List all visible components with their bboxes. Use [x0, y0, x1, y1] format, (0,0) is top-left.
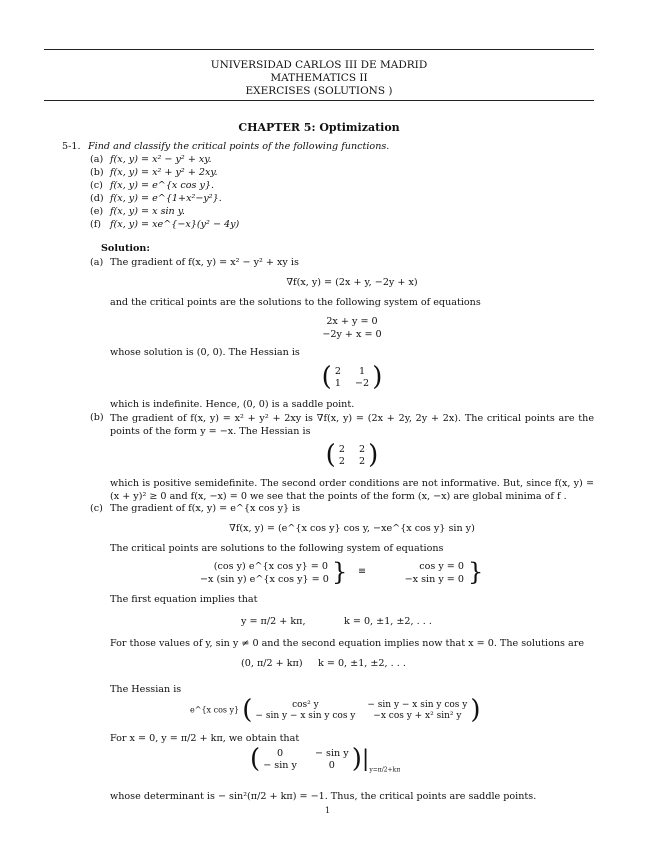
solution-c-y-value: y = π/2 + kπ, [241, 616, 306, 627]
solution-c-gradient: ∇f(x, y) = (e^{x cos y} cos y, −xe^{x cos y} sin y) [229, 523, 475, 534]
solution-c-solutions: (0, π/2 + kπ) [241, 658, 303, 669]
solution-a-hessian-matrix: ( 2 1 1 −2 ) [321, 362, 383, 392]
solution-c-k-values2: k = 0, ±1, ±2, . . . [318, 658, 406, 669]
solution-c-first-eq: The first equation implies that [110, 594, 258, 605]
exercise-prompt: Find and classify the critical points of the following functions. [88, 141, 390, 152]
solution-b-hessian-matrix: ( 2 2 2 2 ) [325, 440, 379, 470]
document-type: EXERCISES (SOLUTIONS ) [245, 85, 393, 97]
solution-a-eq1: 2x + y = 0 [326, 316, 378, 327]
solution-c-hessian-intro: The Hessian is [110, 684, 182, 695]
matrix-entry: −2 [354, 377, 370, 389]
system-brace-right: } [468, 558, 484, 586]
item-text-c: f(x, y) = e^{x cos y}. [110, 180, 215, 191]
item-label-f: (f) [90, 219, 102, 230]
solution-c-k-values: k = 0, ±1, ±2, . . . [344, 616, 432, 627]
system-right-eq1: cos y = 0 [419, 561, 464, 572]
matrix-entry: 2 [334, 365, 341, 377]
item-text-a: f(x, y) = x² − y² + xy. [110, 154, 212, 165]
solution-label-c: (c) [90, 503, 103, 514]
matrix-entry: 2 [338, 443, 345, 455]
system-left-eq1: (cos y) e^{x cos y} = 0 [213, 561, 328, 572]
solution-heading: Solution: [101, 243, 150, 254]
system-right-eq2: −x sin y = 0 [404, 574, 464, 585]
matrix-entry: 0 [277, 747, 284, 759]
item-label-c: (c) [90, 180, 103, 191]
solution-a-gradient: ∇f(x, y) = (2x + y, −2y + x) [286, 277, 418, 288]
exercise-number: 5-1. [62, 141, 81, 152]
solution-a-hessian-intro: whose solution is (0, 0). The Hessian is [110, 347, 300, 358]
solution-label-a: (a) [90, 257, 104, 268]
page-number: 1 [324, 806, 331, 815]
solution-b-text: The gradient of f(x, y) = x² + y² + 2xy is ∇f(x, y) = (2x + 2y, 2y + 2x). The critical points are the points of the form y = −x. The Hessian is [110, 413, 594, 437]
solution-b-conclusion: which is positive semidefinite. The second order conditions are not informative. But, since f(x, y) = (x + y)² ≥ 0 and f(x, −x) = 0 we see that the points of the form (x, −x) are global minima of f . [110, 478, 594, 502]
item-text-b: f(x, y) = x² + y² + 2xy. [110, 167, 218, 178]
solution-c-conclusion: whose determinant is − sin²(π/2 + kπ) = −1. Thus, the critical points are saddle points. [110, 791, 537, 802]
matrix-entry: − sin y [263, 759, 297, 771]
solution-a-eq2: −2y + x = 0 [322, 329, 382, 340]
equivalence-symbol: ≡ [358, 566, 367, 577]
matrix-entry: 2 [359, 443, 366, 455]
evaluation-subscript: y=π/2+kπ [369, 766, 401, 774]
solution-c-system-intro: The critical points are solutions to the following system of equations [110, 543, 444, 554]
matrix-entry: 2 [338, 455, 345, 467]
matrix-entry: − sin y − x sin y cos y [255, 710, 356, 721]
matrix-entry: − sin y − x sin y cos y [367, 699, 468, 710]
matrix-entry: 1 [358, 365, 366, 377]
solution-label-b: (b) [90, 412, 104, 423]
item-label-d: (d) [90, 193, 104, 204]
solution-a-system-intro: and the critical points are the solutions to the following system of equations [110, 297, 481, 308]
item-text-e: f(x, y) = x sin y. [110, 206, 185, 217]
item-label-e: (e) [90, 206, 104, 217]
matrix-entry: −x cos y + x² sin² y [373, 710, 462, 721]
item-label-a: (a) [90, 154, 104, 165]
system-brace-left: } [332, 558, 348, 586]
hessian-prefix: e^{x cos y} [190, 705, 240, 715]
header-bottom-rule [44, 100, 594, 101]
chapter-title: CHAPTER 5: Optimization [238, 121, 400, 134]
solution-c-eval-matrix: ( 0 − sin y − sin y 0 )$|_{y=\pi/2+k\pi}$ [250, 744, 401, 774]
matrix-entry: cos² y [292, 699, 319, 710]
system-left-eq2: −x (sin y) e^{x cos y} = 0 [200, 574, 329, 585]
university-name: UNIVERSIDAD CARLOS III DE MADRID [210, 59, 428, 71]
solution-c-hessian-matrix: e^{x cos y} ( cos² y − sin y − x sin y cos y − sin y − x sin y cos y −x cos y + x² sin² y ) [190, 695, 481, 725]
solution-c-second-eq: For those values of y, sin y ≠ 0 and the second equation implies now that x = 0. The solutions are [110, 638, 585, 649]
solution-c-eval-intro: For x = 0, y = π/2 + kπ, we obtain that [110, 733, 300, 744]
matrix-entry: − sin y [314, 747, 349, 759]
header-top-rule [44, 49, 594, 50]
solution-c-intro: The gradient of f(x, y) = e^{x cos y} is [110, 503, 301, 514]
item-text-d: f(x, y) = e^{1+x²−y²}. [110, 193, 222, 204]
course-name: MATHEMATICS II [270, 72, 368, 84]
solution-a-conclusion: which is indefinite. Hence, (0, 0) is a saddle point. [110, 399, 355, 410]
matrix-entry: 1 [334, 377, 341, 389]
matrix-entry: 2 [359, 455, 366, 467]
solution-a-intro: The gradient of f(x, y) = x² − y² + xy is [110, 257, 299, 268]
matrix-entry: 0 [328, 759, 335, 771]
item-label-b: (b) [90, 167, 104, 178]
item-text-f: f(x, y) = xe^{−x}(y² − 4y) [110, 219, 240, 230]
